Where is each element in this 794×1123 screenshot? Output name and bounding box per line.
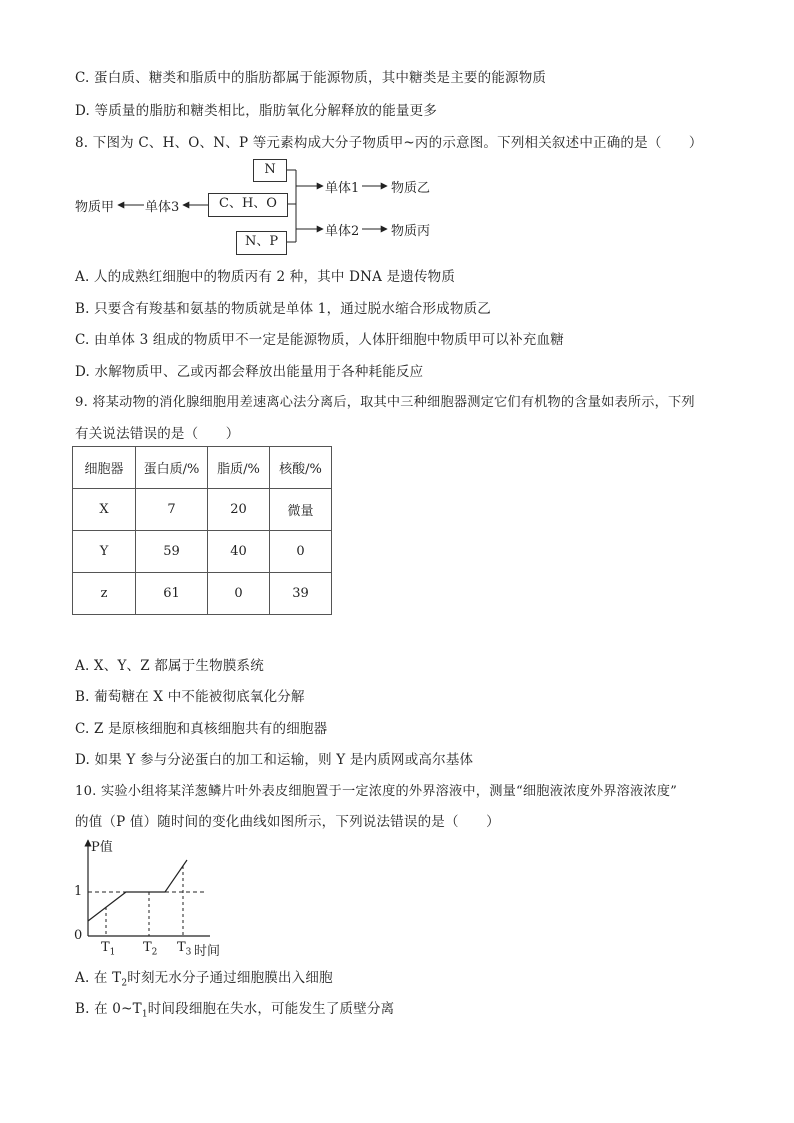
q8-diagram-lines xyxy=(0,0,794,260)
substance-c-label: 物质丙 xyxy=(391,224,431,239)
element-box-np: N、P xyxy=(236,231,287,255)
table-cell: 微量 xyxy=(270,489,332,531)
table-cell: 40 xyxy=(208,531,270,573)
header-cell: 核酸/% xyxy=(270,447,332,489)
table-cell: 7 xyxy=(136,489,208,531)
table-cell: 0 xyxy=(270,531,332,573)
table-cell: 61 xyxy=(136,573,208,615)
header-cell: 细胞器 xyxy=(73,447,136,489)
graph-y-label: P值 xyxy=(91,840,113,855)
table-row xyxy=(73,573,332,615)
graph-t2-label: $T_2$ xyxy=(143,940,158,958)
q8-diagram xyxy=(0,0,794,260)
table-cell: 39 xyxy=(270,573,332,615)
table-cell: 20 xyxy=(208,489,270,531)
graph-origin: 0 xyxy=(74,928,83,943)
substance-a-label: 物质甲 xyxy=(75,200,115,215)
table-row xyxy=(73,489,332,531)
monomer-3-label: 单体3 xyxy=(145,200,180,215)
q9-option-b: B. 葡萄糖在 X 中不能被彻底氧化分解 xyxy=(75,689,305,705)
q9-stem-line1: 9. 将某动物的消化腺细胞用差速离心法分离后，取其中三种细胞器测定它们有机物的含量如表所示，下列 xyxy=(75,395,695,410)
q8-option-c: C. 由单体 3 组成的物质甲不一定是能源物质，人体肝细胞中物质甲可以补充血糖 xyxy=(75,332,564,348)
q10-option-b: B. 在 $0\sim T_1$时间段细胞在失水，可能发生了质壁分离 xyxy=(75,1001,395,1020)
q7-option-d: D. 等质量的脂肪和糖类相比，脂肪氧化分解释放的能量更多 xyxy=(75,103,438,119)
graph-y-tick-1: 1 xyxy=(74,884,83,899)
q8-stem: 8. 下图为 C、H、O、N、P 等元素构成大分子物质甲~丙的示意图。下列相关叙述中正确的是（ ） xyxy=(75,135,703,151)
q10-stem-line2: 的值（P 值）随时间的变化曲线如图所示，下列说法错误的是（ ） xyxy=(75,814,500,830)
substance-b-label: 物质乙 xyxy=(391,181,431,196)
table-cell: z xyxy=(73,573,136,615)
table-cell: 59 xyxy=(136,531,208,573)
element-box-cho: C、H、O xyxy=(208,193,288,217)
q10-option-a: A. 在 $T_2$时刻无水分子通过细胞膜出入细胞 xyxy=(75,970,333,989)
monomer-2-label: 单体2 xyxy=(325,224,360,239)
q8-option-d: D. 水解物质甲、乙或丙都会释放出能量用于各种耗能反应 xyxy=(75,364,424,380)
header-cell: 蛋白质/% xyxy=(136,447,208,489)
graph-t1-label: $T_1$ xyxy=(101,940,116,958)
q10-stem-line1: 10. 实验小组将某洋葱鳞片叶外表皮细胞置于一定浓度的外界溶液中，测量“细胞液浓度外界溶液浓度” xyxy=(75,784,678,799)
graph-t3-label: $T_3$ xyxy=(177,940,192,958)
header-cell: 脂质/% xyxy=(208,447,270,489)
q9-stem-line2: 有关说法错误的是（ ） xyxy=(75,426,240,442)
q9-option-a: A. X、Y、Z 都属于生物膜系统 xyxy=(75,658,264,674)
table-cell: Y xyxy=(73,531,136,573)
table-header-row xyxy=(73,447,332,489)
table-cell: X xyxy=(73,489,136,531)
table-row xyxy=(73,531,332,573)
table-cell: 0 xyxy=(208,573,270,615)
graph-x-label: 时间 xyxy=(194,944,221,959)
q9-option-c: C. Z 是原核细胞和真核细胞共有的细胞器 xyxy=(75,721,328,737)
element-box-n: N xyxy=(253,159,287,182)
organelle-table xyxy=(72,446,332,615)
q9-option-d: D. 如果 Y 参与分泌蛋白的加工和运输，则 Y 是内质网或高尔基体 xyxy=(75,752,474,768)
q8-option-a: A. 人的成熟红细胞中的物质丙有 2 种，其中 DNA 是遗传物质 xyxy=(75,269,456,285)
q8-option-b: B. 只要含有羧基和氨基的物质就是单体 1，通过脱水缩合形成物质乙 xyxy=(75,301,491,317)
q7-option-c: C. 蛋白质、糖类和脂质中的脂肪都属于能源物质，其中糖类是主要的能源物质 xyxy=(75,70,547,86)
monomer-1-label: 单体1 xyxy=(325,181,360,196)
